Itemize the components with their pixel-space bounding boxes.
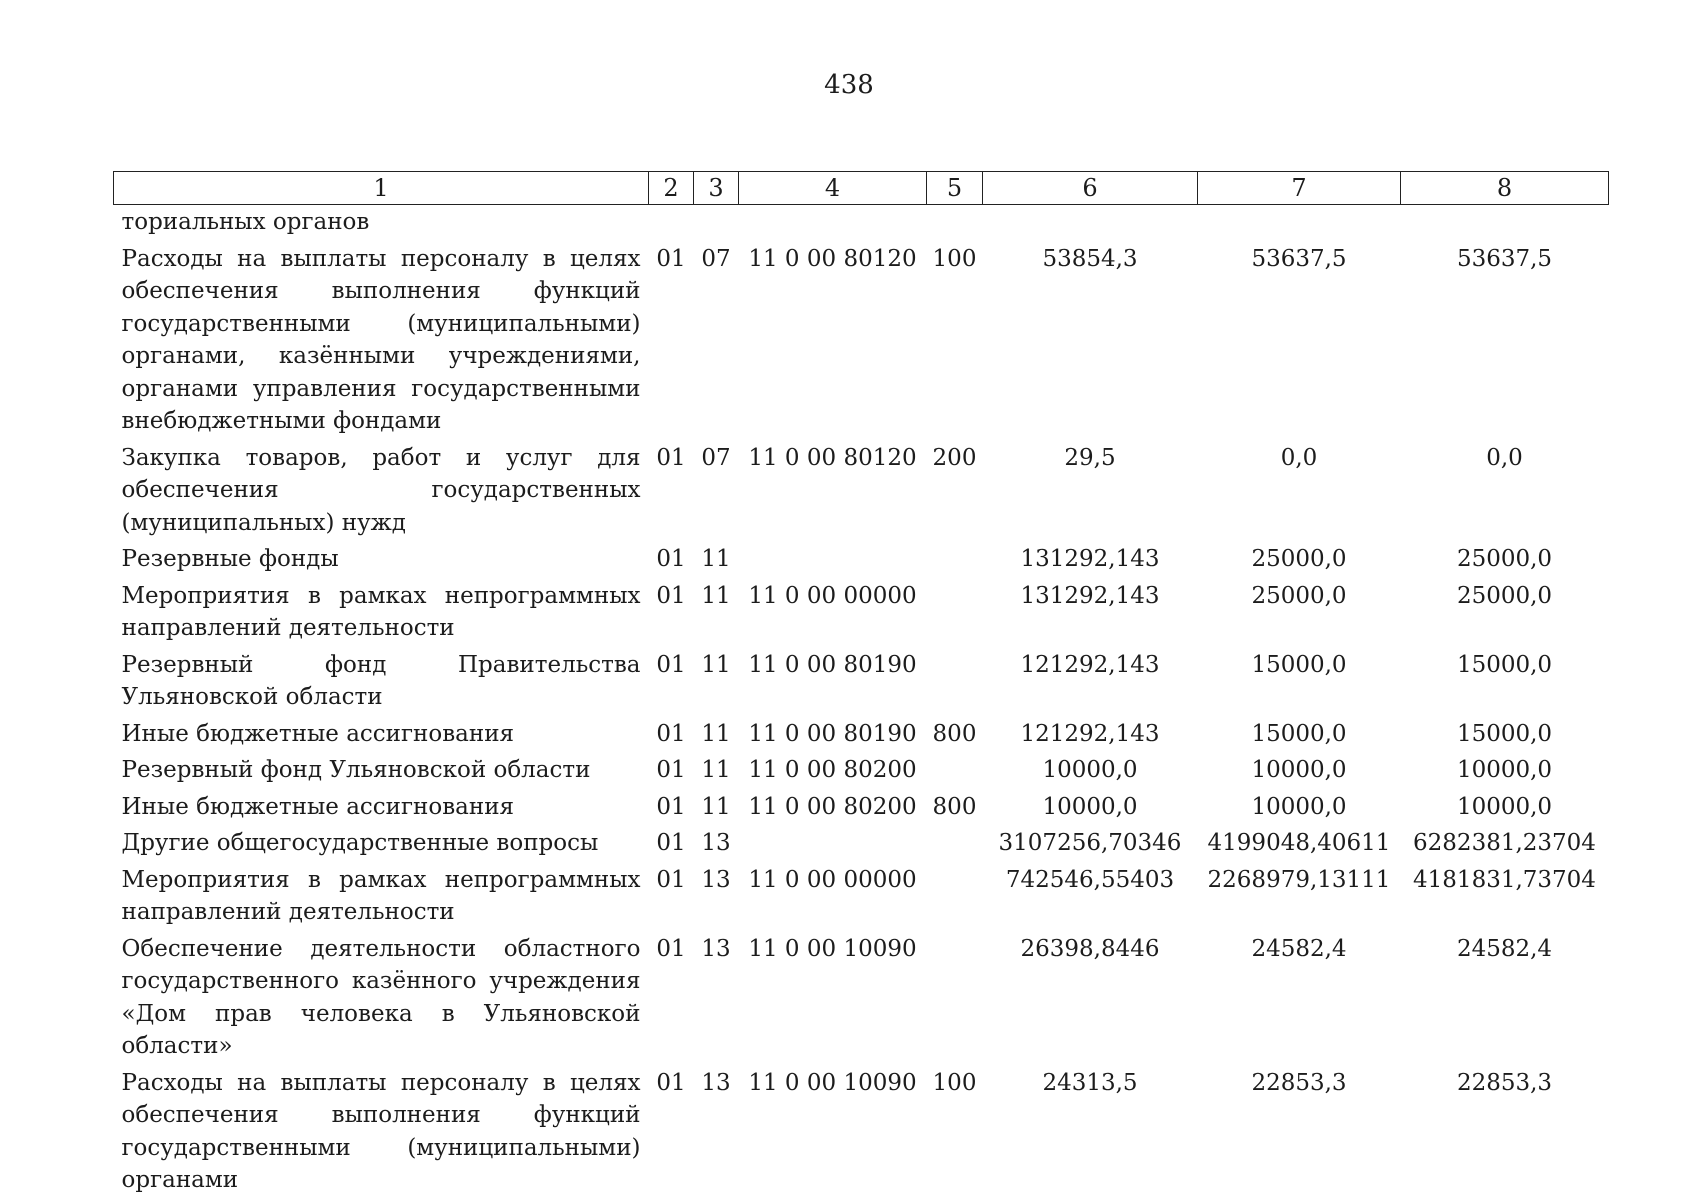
table-row xyxy=(114,753,1609,790)
expense-name: Закупка товаров, работ и услуг для обеспечения государственных (муниципальных) нужд xyxy=(121,444,641,536)
expense-type-code xyxy=(927,863,983,932)
amount-col-7: 25000,0 xyxy=(1251,582,1347,609)
section-code: 01 xyxy=(656,866,686,893)
expense-type-code xyxy=(927,932,983,1066)
expense-type-code: 200 xyxy=(932,444,977,471)
amount-col-7: 22853,3 xyxy=(1251,1069,1347,1096)
subsection-code: 11 xyxy=(701,793,731,820)
subsection-code: 13 xyxy=(701,866,731,893)
table-row xyxy=(114,579,1609,648)
header-col-3: 3 xyxy=(694,172,739,205)
amount-col-7 xyxy=(1198,205,1401,242)
expense-type-code: 800 xyxy=(932,793,977,820)
amount-col-7: 53637,5 xyxy=(1251,245,1347,272)
amount-col-6: 121292,143 xyxy=(1020,720,1160,747)
subsection-code: 07 xyxy=(701,444,731,471)
expense-type-code xyxy=(927,542,983,579)
target-article-code xyxy=(739,205,927,242)
amount-col-8: 0,0 xyxy=(1486,444,1523,471)
expense-name: Иные бюджетные ассигнования xyxy=(121,720,515,747)
header-col-8: 8 xyxy=(1401,172,1609,205)
target-article-code: 11 0 00 80190 xyxy=(748,651,917,678)
amount-col-7: 10000,0 xyxy=(1251,757,1347,783)
amount-col-8: 25000,0 xyxy=(1456,546,1553,572)
expense-type-code: 100 xyxy=(932,245,977,272)
amount-col-8: 53637,5 xyxy=(1456,245,1553,272)
amount-col-7: 24582,4 xyxy=(1251,935,1347,962)
amount-col-7: 0,0 xyxy=(1280,444,1318,471)
section-code: 01 xyxy=(656,830,686,856)
subsection-code: 11 xyxy=(701,546,731,572)
expense-type-code: 100 xyxy=(932,1069,977,1096)
expense-type-code xyxy=(927,826,983,863)
section-code: 01 xyxy=(656,245,686,272)
amount-col-8 xyxy=(1401,205,1609,242)
amount-col-7: 15000,0 xyxy=(1251,720,1347,747)
amount-col-6: 10000,0 xyxy=(1042,793,1138,820)
amount-col-6: 53854,3 xyxy=(1042,245,1138,272)
table-row xyxy=(114,441,1609,543)
expense-name: Иные бюджетные ассигнования xyxy=(121,793,515,820)
header-col-4: 4 xyxy=(739,172,927,205)
target-article-code: 11 0 00 80190 xyxy=(748,720,917,747)
header-col-1: 1 xyxy=(114,172,649,205)
amount-col-8: 4181831,73704 xyxy=(1413,866,1596,893)
subsection-code: 11 xyxy=(701,757,731,783)
section-code: 01 xyxy=(656,720,686,747)
section-code xyxy=(649,205,694,242)
section-code: 01 xyxy=(656,444,686,471)
target-article-code: 11 0 00 00000 xyxy=(748,582,917,609)
amount-col-6 xyxy=(983,205,1198,242)
subsection-code: 07 xyxy=(701,245,731,272)
amount-col-6: 131292,143 xyxy=(1020,582,1160,609)
table-row xyxy=(114,717,1609,754)
target-article-code: 11 0 00 10090 xyxy=(748,935,917,962)
amount-col-6: 29,5 xyxy=(1064,444,1116,471)
target-article-code: 11 0 00 80200 xyxy=(748,757,917,783)
subsection-code: 11 xyxy=(701,720,731,747)
amount-col-6: 3107256,70346 xyxy=(998,830,1182,856)
amount-col-6: 121292,143 xyxy=(1020,651,1160,678)
amount-col-7: 2268979,13111 xyxy=(1207,866,1391,893)
amount-col-6: 24313,5 xyxy=(1042,1069,1138,1096)
subsection-code: 13 xyxy=(701,1069,731,1096)
column-number-header xyxy=(114,172,1609,205)
amount-col-7: 4199048,40611 xyxy=(1207,830,1391,856)
amount-col-7: 25000,0 xyxy=(1251,546,1347,572)
expense-type-code xyxy=(927,205,983,242)
table-row xyxy=(114,542,1609,579)
amount-col-8: 24582,4 xyxy=(1456,935,1553,962)
target-article-code: 11 0 00 80120 xyxy=(748,245,917,272)
header-col-7: 7 xyxy=(1198,172,1401,205)
table-row xyxy=(114,932,1609,1066)
table-row xyxy=(114,1066,1609,1200)
amount-col-8: 10000,0 xyxy=(1456,757,1553,783)
table-body xyxy=(114,205,1609,1200)
amount-col-6: 26398,8446 xyxy=(1020,935,1160,962)
expense-name: Резервный фонд Правительства Ульяновской области xyxy=(121,651,641,710)
table-row xyxy=(114,242,1609,441)
budget-table xyxy=(113,171,1609,1200)
target-article-code xyxy=(739,542,927,579)
expense-name: Расходы на выплаты персоналу в целях обеспечения выполнения функций государственными (муниципальными) органами, казёнными учреждениями, органами управления государственными внебюджетными фондами xyxy=(121,245,641,434)
amount-col-8: 22853,3 xyxy=(1456,1069,1553,1096)
section-code: 01 xyxy=(656,935,686,962)
header-col-5: 5 xyxy=(927,172,983,205)
target-article-code: 11 0 00 10090 xyxy=(748,1069,917,1096)
expense-name: Другие общегосударственные вопросы xyxy=(121,830,599,856)
target-article-code: 11 0 00 80120 xyxy=(748,444,917,471)
expense-type-code: 800 xyxy=(932,720,977,747)
expense-name: Мероприятия в рамках непрограммных направлений деятельности xyxy=(121,582,641,641)
section-code: 01 xyxy=(656,1069,686,1096)
target-article-code xyxy=(739,826,927,863)
amount-col-8: 15000,0 xyxy=(1456,651,1553,678)
amount-col-8: 10000,0 xyxy=(1456,793,1553,820)
amount-col-6: 10000,0 xyxy=(1042,757,1138,783)
expense-type-code xyxy=(927,753,983,790)
expense-name: ториальных органов xyxy=(121,209,370,235)
expense-name: Резервный фонд Ульяновской области xyxy=(121,757,591,783)
table-row xyxy=(114,826,1609,863)
subsection-code: 11 xyxy=(701,651,731,678)
section-code: 01 xyxy=(656,582,686,609)
section-code: 01 xyxy=(656,793,686,820)
amount-col-8: 6282381,23704 xyxy=(1413,830,1596,856)
subsection-code: 13 xyxy=(701,935,731,962)
expense-name: Расходы на выплаты персоналу в целях обеспечения выполнения функций государственными (муниципальными) органами xyxy=(121,1069,641,1193)
table-row xyxy=(114,648,1609,717)
target-article-code: 11 0 00 00000 xyxy=(748,866,917,893)
target-article-code: 11 0 00 80200 xyxy=(748,793,917,820)
section-code: 01 xyxy=(656,546,686,572)
section-code: 01 xyxy=(656,651,686,678)
amount-col-6: 131292,143 xyxy=(1020,546,1160,572)
expense-name: Резервные фонды xyxy=(121,546,339,572)
amount-col-8: 25000,0 xyxy=(1456,582,1553,609)
subsection-code: 13 xyxy=(701,830,731,856)
expense-type-code xyxy=(927,648,983,717)
header-col-6: 6 xyxy=(983,172,1198,205)
subsection-code: 11 xyxy=(701,582,731,609)
table-row xyxy=(114,863,1609,932)
expense-name: Обеспечение деятельности областного государственного казённого учреждения «Дом прав человека в Ульяновской области» xyxy=(121,935,641,1059)
table-row xyxy=(114,790,1609,827)
expense-name: Мероприятия в рамках непрограммных направлений деятельности xyxy=(121,866,641,925)
header-col-2: 2 xyxy=(649,172,694,205)
amount-col-8: 15000,0 xyxy=(1456,720,1553,747)
amount-col-7: 15000,0 xyxy=(1251,651,1347,678)
table-row xyxy=(114,205,1609,242)
amount-col-6: 742546,55403 xyxy=(1005,866,1175,893)
expense-type-code xyxy=(927,579,983,648)
amount-col-7: 10000,0 xyxy=(1251,793,1347,820)
subsection-code xyxy=(694,205,739,242)
page-number: 438 xyxy=(824,70,874,100)
section-code: 01 xyxy=(656,757,686,783)
